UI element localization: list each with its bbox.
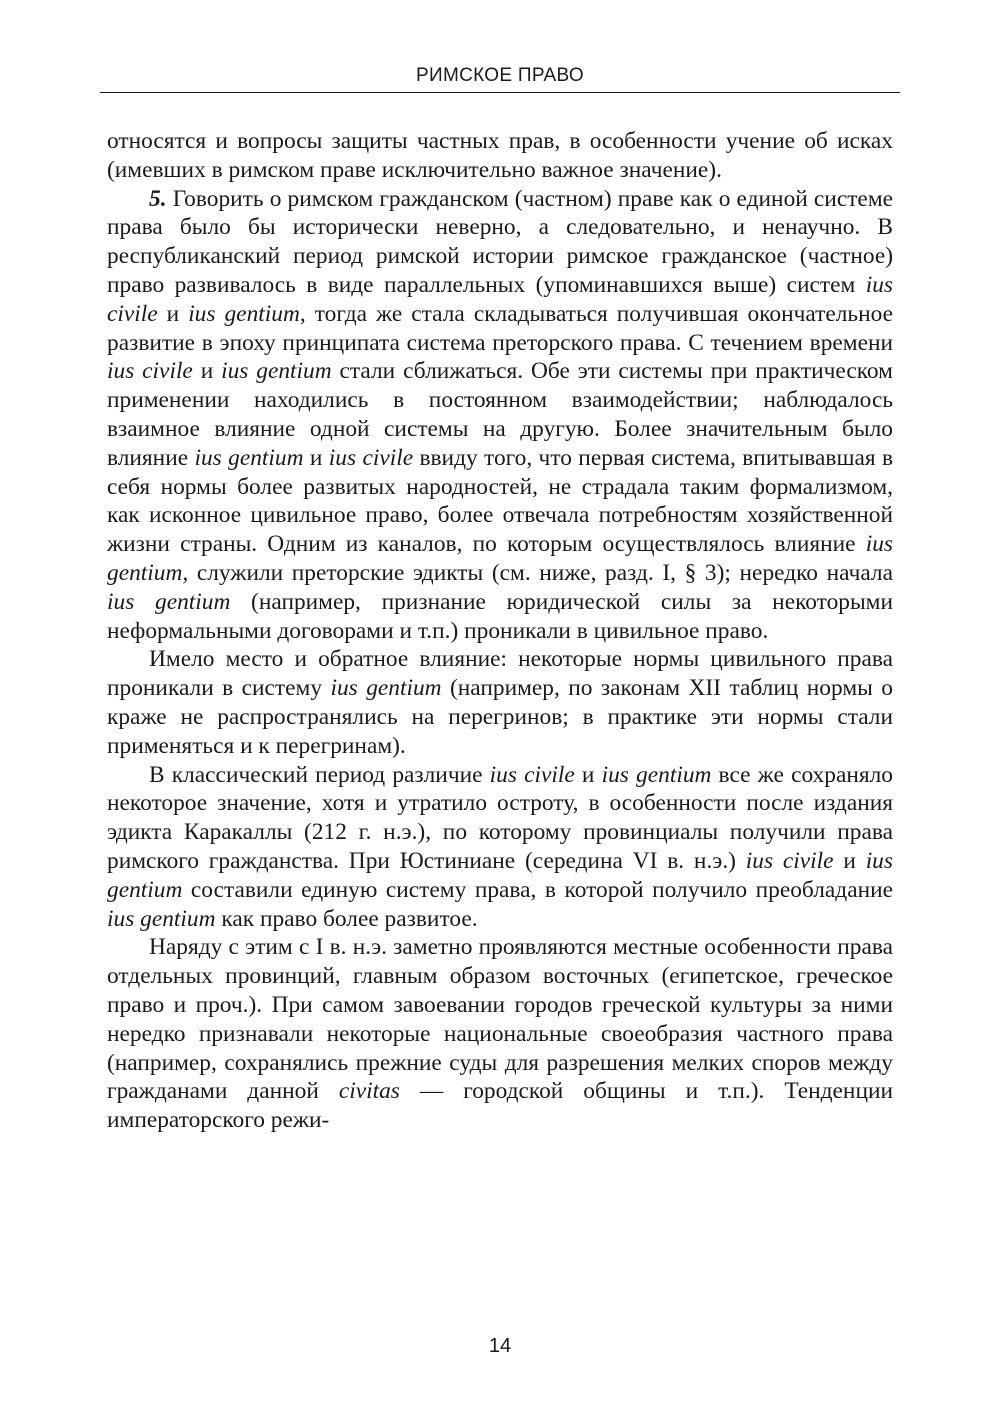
text-segment: (например, по законам XII таблиц нормы о краже не распространялись на перегринов; в практике эти нормы стали применяться и к перегринам). [107,675,893,759]
latin-term: ius civile [745,847,834,874]
text-segment: и [574,761,602,788]
text-segment: — городской общины и т.п.). Тенденции императорского режи- [107,1078,893,1134]
latin-term: ius gentium [107,531,893,586]
text-segment: все же сохраняло некоторое значение, хотя и утратило остроту, в особенности после издания эдикта Каракаллы (212 г. н.э.), по которому провинциалы получили права римского гражданства. При Юстиниане (середина VI в. н.э.) [107,761,893,874]
text-segment: Говорить о римском гражданском (частном) праве как о единой системе права было бы исторически неверно, а следовательно, и ненаучно. В республиканский период римской истории римское гражданское (частное) право развивалось в виде параллельных (упоминавшихся выше) систем [107,185,893,298]
text-segment: ввиду того, что первая система, впитывавшая в себя нормы более развитых народностей, не страдала таким формализмом, как исконное цивильное право, более отвечала потребностям хозяйственной жизни страны. Одним из каналов, по которым осуществлялось влияние [107,444,894,558]
latin-term: ius civile [107,271,893,327]
text-segment: стали сближаться. Обе эти системы при практическом применении находились в постоянном взаимодействии; наблюдалось взаимное влияние одной системы на другую. Более значительным было влияние [107,358,893,471]
text-segment: относятся и вопросы защиты частных прав, в особенности учение об исках (имевших в римском праве исключительно важное значение). [107,128,893,183]
text-segment: как право более развитое. [215,905,478,932]
text-segment: и [157,300,189,327]
latin-term: ius gentium [107,847,893,903]
paragraph-3 [107,645,893,760]
text-segment: (например, признание юридической силы за некоторыми неформальными договорами и т.п.) проникали в цивильное право. [107,588,893,644]
text-segment: В классический период различие [149,761,490,788]
latin-term: ius gentium [107,905,216,932]
page-number: 14 [488,1335,512,1357]
body-text [107,127,893,1135]
text-segment: и [192,358,222,385]
latin-term: ius gentium [194,444,304,471]
latin-term: ius gentium [107,588,231,615]
latin-term: ius gentium [188,300,300,327]
text-segment: Наряду с этим с I в. н.э. заметно проявляются местные особенности права отдельных провинций, главным образом восточных (египетское, греческое право и проч.). При самом завоевании городов греческой культуры за ними нередко признавали некоторые национальные своеобразия частного права (например, сохранялись прежние суды для разрешения мелких споров между гражданами данной [107,934,893,1105]
section-number: 5. [149,185,167,212]
paragraph-2 [107,185,893,646]
latin-term: ius civile [328,444,414,471]
text-segment: и [303,444,329,471]
text-segment: , тогда же стала складываться получившая окончательное развитие в эпоху принципата система преторского права. С течением времени [107,300,893,356]
paragraph-1 [107,127,893,185]
latin-term: civitas [338,1078,400,1105]
paragraph-5 [107,933,893,1135]
latin-term: ius gentium [601,761,712,788]
header-rule [100,92,900,93]
text-segment: , служили преторские эдикты (см. ниже, разд. I, § 3); нередко начала [182,559,893,586]
latin-term: ius civile [489,761,575,788]
text-segment: составили единую систему права, в которой получило преобладание [182,876,893,903]
latin-term: ius gentium [330,675,442,702]
text-segment: Имело место и обратное влияние: некоторые нормы цивильного права проникали в систему [107,646,893,702]
text-segment: и [833,847,866,874]
running-head: РИМСКОЕ ПРАВО [416,65,584,86]
latin-term: ius civile [107,358,193,385]
paragraph-4 [107,761,893,934]
latin-term: ius gentium [221,358,332,385]
